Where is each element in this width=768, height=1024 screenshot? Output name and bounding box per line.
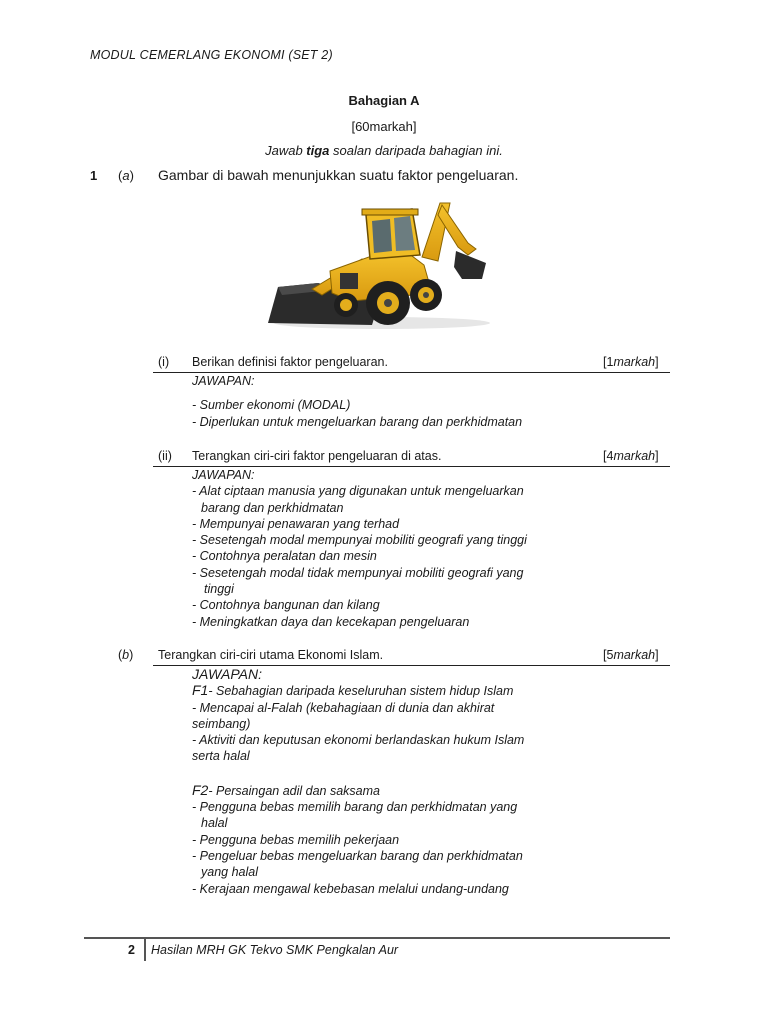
- answer-line: serta halal: [192, 749, 250, 764]
- sub-i-answer: [192, 373, 522, 430]
- part-b-answer: [192, 666, 524, 897]
- answer-line: - Contohnya bangunan dan kilang: [192, 598, 380, 613]
- answer-line: - Alat ciptaan manusia yang digunakan untuk mengeluarkan: [192, 484, 524, 499]
- answer-heading: JAWAPAN:: [192, 374, 255, 388]
- answer-line: - Meningkatkan daya dan kecekapan pengeluaran: [192, 614, 470, 629]
- answer-heading: JAWAPAN:: [192, 666, 263, 682]
- marks-word: markah: [613, 449, 656, 463]
- answer-line: - Sumber ekonomi (MODAL): [192, 398, 351, 413]
- f2-text: - Persaingan adil dan saksama: [208, 783, 380, 798]
- answer-line: - Pengeluar bebas mengeluarkan barang dan perkhidmatan: [192, 848, 523, 863]
- marks-number: [4: [603, 449, 614, 463]
- sub-ii-marks: [603, 449, 659, 463]
- answer-line: - Pengguna bebas memilih pekerjaan: [192, 832, 400, 847]
- sub-ii-answer: [192, 467, 527, 630]
- part-letter: a: [122, 168, 130, 183]
- f1-label: F1: [192, 682, 209, 699]
- answer-line: yang halal: [201, 865, 258, 880]
- section-marks: [60markah]: [351, 119, 417, 134]
- part-a-label: [118, 168, 134, 183]
- bracket: ]: [655, 355, 659, 369]
- f1-heading: [192, 682, 524, 699]
- answer-line: - Contohnya peralatan dan mesin: [192, 549, 377, 564]
- marks-word: markah: [613, 648, 656, 662]
- f2-heading: [192, 782, 524, 799]
- spacer: [192, 389, 522, 397]
- part-b-label: [118, 648, 133, 662]
- sub-i-question: Berikan definisi faktor pengeluaran.: [192, 355, 388, 369]
- marks-number: [1: [603, 355, 614, 369]
- part-b-marks: [603, 648, 659, 662]
- f2-label: F2: [192, 781, 209, 798]
- backhoe-loader-icon: [262, 195, 494, 335]
- answer-line: seimbang): [192, 716, 251, 731]
- answer-line: - Sesetengah modal tidak mempunyai mobiliti geografi yang: [192, 565, 524, 580]
- spacer: [192, 765, 524, 782]
- footer-rule: [84, 937, 670, 939]
- bracket: ]: [655, 648, 659, 662]
- footer-text: Hasilan MRH GK Tekvo SMK Pengkalan Aur: [151, 943, 399, 957]
- part-letter: b: [122, 648, 130, 662]
- sub-ii-number: (ii): [158, 449, 172, 463]
- answer-line: - Pengguna bebas memilih barang dan perkhidmatan yang: [192, 800, 518, 815]
- question-number: 1: [90, 168, 98, 183]
- instruction-text: Jawab: [265, 143, 307, 158]
- bracket: ]: [655, 449, 659, 463]
- marks-number: [5: [603, 648, 614, 662]
- instruction-bold: tiga: [306, 143, 330, 158]
- answer-line: tinggi: [204, 582, 234, 597]
- paren: ): [129, 648, 134, 662]
- paren: (: [118, 168, 123, 183]
- answer-heading: JAWAPAN:: [192, 468, 255, 482]
- answer-line: halal: [201, 816, 228, 831]
- page-number: 2: [128, 943, 135, 957]
- marks-word: markah: [613, 355, 656, 369]
- part-a-question: Gambar di bawah menunjukkan suatu faktor pengeluaran.: [158, 167, 519, 183]
- sub-ii-question: Terangkan ciri-ciri faktor pengeluaran di atas.: [192, 449, 442, 463]
- part-b-question: Terangkan ciri-ciri utama Ekonomi Islam.: [158, 648, 384, 662]
- answer-line: - Diperlukan untuk mengeluarkan barang dan perkhidmatan: [192, 414, 523, 429]
- answer-line: - Kerajaan mengawal kebebasan melalui undang-undang: [192, 881, 509, 896]
- sub-i-number: (i): [158, 355, 170, 369]
- answer-line: - Aktiviti dan keputusan ekonomi berlandaskan hukum Islam: [192, 733, 525, 748]
- answer-line: - Mempunyai penawaran yang terhad: [192, 516, 400, 531]
- answer-line: barang dan perkhidmatan: [201, 500, 344, 515]
- section-title: Bahagian A: [348, 93, 420, 108]
- section-instruction: [0, 143, 768, 158]
- paren: (: [118, 648, 123, 662]
- f1-text: - Sebahagian daripada keseluruhan sistem hidup Islam: [208, 684, 514, 699]
- answer-line: - Sesetengah modal mempunyai mobiliti geografi yang tinggi: [192, 533, 527, 548]
- instruction-text: soalan daripada bahagian ini.: [329, 143, 503, 158]
- module-header: MODUL CEMERLANG EKONOMI (SET 2): [90, 48, 333, 62]
- footer-divider: [144, 939, 146, 961]
- sub-i-marks: [603, 355, 659, 369]
- paren: ): [129, 168, 134, 183]
- answer-line: - Mencapai al-Falah (kebahagiaan di dunia dan akhirat: [192, 700, 495, 715]
